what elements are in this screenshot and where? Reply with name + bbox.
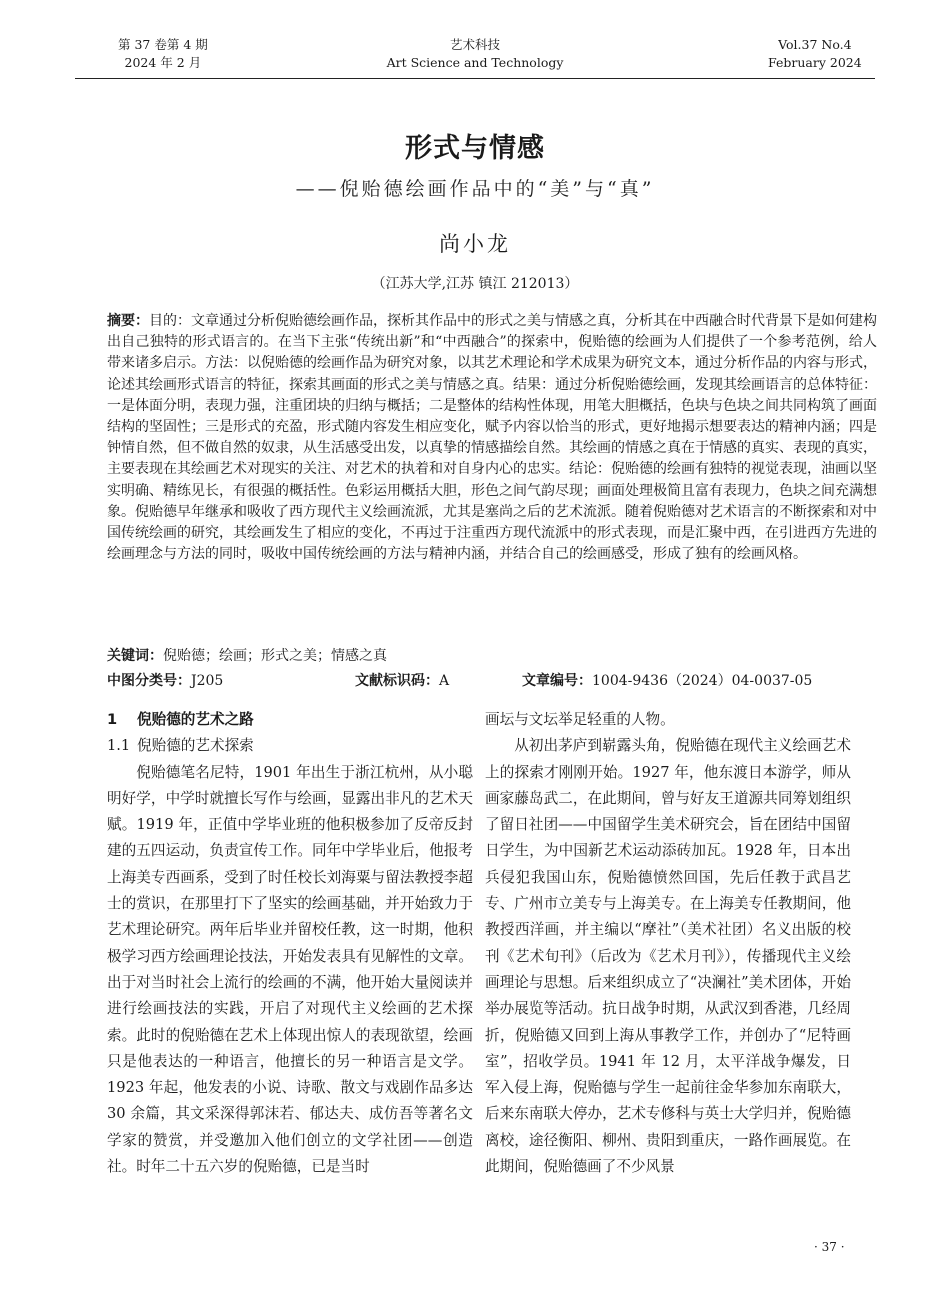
section-title: 倪贻德的艺术之路 — [137, 711, 254, 728]
article-title: 形式与情感 — [405, 133, 545, 164]
clc-label: 中图分类号： — [107, 673, 191, 689]
subsection-title: 倪贻德的艺术探索 — [137, 737, 254, 755]
clc-value: J205 — [191, 673, 224, 689]
journal-volume-info-en — [768, 36, 862, 72]
abstract — [107, 311, 877, 565]
article-id-value: 1004-9436（2024）04-0037-05 — [592, 673, 813, 689]
doc-code-value: A — [439, 673, 450, 689]
article-id-group — [522, 671, 812, 692]
body-paragraph-continued: 画坛与文坛举足轻重的人物。 — [485, 711, 675, 728]
author-name: 尚小龙 — [439, 232, 511, 256]
subsection-number: 1.1 — [107, 737, 131, 755]
body-paragraph: 从初出茅庐到崭露头角，倪贻德在现代主义绘画艺术上的探索才刚刚开始。1927 年，他东渡日本游学，师从画家藤岛武二，在此期间，曾与好友王道源共同筹划组织了留日社团——中国留学生美术研究会，旨在团结中国留日学生，为中国新艺术运动添砖加瓦。1928 年，日本出兵侵犯我国山东，倪贻德愤然回国，先后任教于武昌艺专、广州市立美专与上海美专。在上海美专任教期间，他教授西洋画，并主编以“摩社”（美术社团）名义出版的校刊《艺术旬刊》（后改为《艺术月刊》），传播现代主义绘画理论与思想。后来组织成立了“决澜社”美术团体，开始举办展览等活动。抗日战争时期，从武汉到香港，几经周折，倪贻德又回到上海从事教学工作，并创办了“尼特画室”，招收学员。1941 年 12 月，太平洋战争爆发，日军入侵上海，倪贻德与学生一起前往金华参加东南联大，后来东南联大停办，艺术专修科与英士大学归并，倪贻德离校，途径衡阳、柳州、贵阳到重庆，一路作画展览。在此期间，倪贻德画了不少风景 — [485, 737, 851, 1176]
page-number: · 37 · — [814, 1240, 845, 1254]
section-heading — [107, 707, 473, 733]
abstract-label: 摘要： — [107, 313, 149, 329]
subsection-heading — [107, 733, 473, 759]
doc-code-label: 文献标识码： — [355, 673, 439, 689]
body-column-right — [485, 707, 851, 1180]
abstract-text: 目的：文章通过分析倪贻德绘画作品，探析其作品中的形式之美与情感之真，分析其在中西融合时代背景下是如何建构出自己独特的形式语言的。在当下主张“传统出新”和“中西融合”的探索中，倪贻德的绘画为人们提供了一个参考范例，给人带来诸多启示。方法：以倪贻德的绘画作品为研究对象，以其艺术理论和学术成果为研究文本，通过分析作品的内容与形式，论述其绘画形式语言的特征，探索其画面的形式之美与情感之真。结果：通过分析倪贻德绘画，发现其绘画语言的总体特征：一是体面分明，表现力强，注重团块的归纳与概括；二是整体的结构性体现，用笔大胆概括，色块与色块之间共同构筑了画面结构的坚固性；三是形式的充盈，形式随内容发生相应变化，赋予内容以恰当的形式，更好地揭示想要表达的精神内涵；四是钟情自然，但不做自然的奴隶，从生活感受出发，以真挚的情感描绘自然。其绘画的情感之真在于情感的真实、表现的真实，主要表现在其绘画艺术对现实的关注、对艺术的执着和对自身内心的忠实。结论：倪贻德的绘画有独特的视觉表现，油画以坚实明确、精练见长，有很强的概括性。色彩运用概括大胆，形色之间气韵尽现；画面处理极简且富有表现力，色块之间充满想象。倪贻德早年继承和吸收了西方现代主义绘画流派，尤其是塞尚之后的艺术流派。随着倪贻德对艺术语言的不断探索和对中国传统绘画的研究，其绘画发生了相应的变化，不再过于注重西方现代流派中的形式表现，而是汇聚中西，在引进西方先进的绘画理念与方法的同时，吸收中国传统绘画的方法与精神内涵，并结合自己的绘画感受，形成了独有的绘画风格。 — [107, 313, 877, 563]
publish-date-en: February 2024 — [768, 55, 862, 70]
volume-issue: 第 37 卷第 4 期 — [118, 37, 208, 52]
journal-name — [385, 36, 565, 72]
body-paragraph: 倪贻德笔名尼特，1901 年出生于浙江杭州，从小聪明好学，中学时就擅长写作与绘画，显露出非凡的艺术天赋。1919 年，正值中学毕业班的他积极参加了反帝反封建的五四运动，负责宣传工作。同年中学毕业后，他报考上海美专西画系，受到了时任校长刘海粟与留法教授李超士的赏识，在那里打下了坚实的绘画基础，并开始致力于艺术理论研究。两年后毕业并留校任教，这一时期，他积极学习西方绘画理论技法，开始发表具有见解性的文章。出于对当时社会上流行的绘画的不满，他开始大量阅读并进行绘画技法的实践，开启了对现代主义绘画的艺术探索。此时的倪贻德在艺术上体现出惊人的表现欲望，绘画只是他表达的一种语言，他擅长的另一种语言是文学。1923 年起，他发表的小说、诗歌、散文与戏剧作品多达 30 余篇，其文采深得郭沫若、郁达夫、成仿吾等著名文学家的赞赏，并受邀加入他们创立的文学社团——创造社。时年二十五六岁的倪贻德，已是当时 — [107, 763, 473, 1176]
header-rule — [75, 78, 875, 79]
article-id-label: 文章编号： — [522, 673, 592, 689]
body-column-left — [107, 707, 473, 1180]
doc-code-group — [355, 671, 449, 692]
journal-name-en: Art Science and Technology — [386, 55, 564, 70]
clc-group — [107, 671, 223, 692]
journal-volume-info — [118, 36, 208, 72]
author-affiliation: （江苏大学,江苏 镇江 212013） — [371, 276, 579, 292]
volume-issue-en: Vol.37 No.4 — [778, 37, 852, 52]
keywords — [107, 646, 877, 667]
article-subtitle: ——倪贻德绘画作品中的“美”与“真” — [295, 178, 655, 200]
journal-name-cn: 艺术科技 — [449, 37, 500, 52]
keywords-label: 关键词： — [107, 648, 163, 664]
keywords-text: 倪贻德；绘画；形式之美；情感之真 — [163, 648, 387, 664]
publish-date: 2024 年 2 月 — [124, 55, 202, 70]
section-number: 1 — [107, 711, 118, 728]
